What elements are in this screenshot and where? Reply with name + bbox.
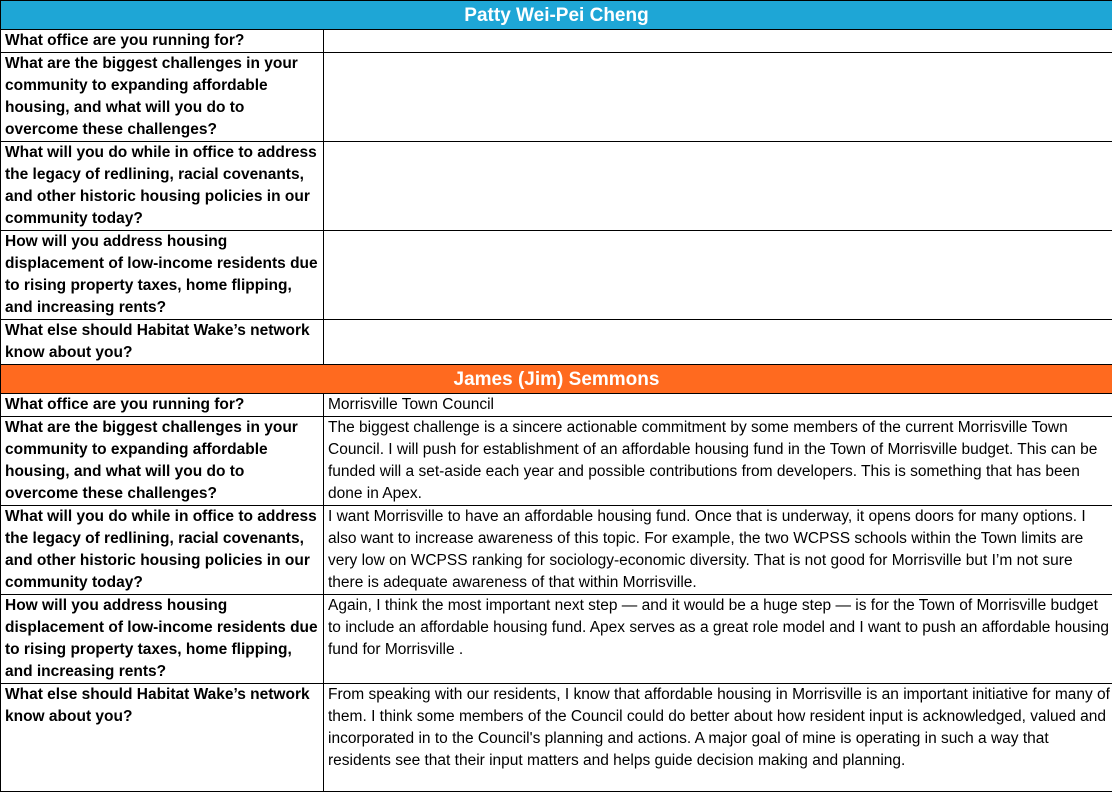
question-cell[interactable]: How will you address housing displacement of low-income residents due to rising property taxes, home flipping, and increasing rents? (1, 595, 324, 684)
question-cell[interactable]: What else should Habitat Wake’s network know about you? (1, 684, 324, 792)
candidate-header-row (1, 1, 1112, 30)
candidate-name[interactable]: James (Jim) Semmons (1, 365, 1112, 394)
answer-cell[interactable]: Morrisville Town Council (324, 394, 1112, 417)
table-row (1, 30, 1112, 53)
table-row (1, 142, 1112, 231)
question-cell[interactable]: What else should Habitat Wake’s network know about you? (1, 320, 324, 365)
table-row (1, 506, 1112, 595)
answer-cell[interactable]: Again, I think the most important next step — and it would be a huge step — is for the Town of Morrisville budget to include an affordable housing fund. Apex serves as a great role model and I want to push an affordable housing fund for Morrisville . (324, 595, 1112, 684)
question-cell[interactable]: What will you do while in office to address the legacy of redlining, racial covenants, and other historic housing policies in our community today? (1, 142, 324, 231)
table-row (1, 595, 1112, 684)
table-row (1, 684, 1112, 792)
question-cell[interactable]: What office are you running for? (1, 394, 324, 417)
table-row (1, 53, 1112, 142)
answer-cell[interactable]: From speaking with our residents, I know that affordable housing in Morrisville is an important initiative for many of them. I think some members of the Council could do better about how resident input is acknowledged, valued and incorporated in to the Council's planning and actions. A major goal of mine is operating in such a way that residents see that their input matters and helps guide decision making and planning. (324, 684, 1112, 792)
answer-cell[interactable] (324, 30, 1112, 53)
table-row (1, 231, 1112, 320)
table-row (1, 417, 1112, 506)
table-row (1, 320, 1112, 365)
table-row (1, 394, 1112, 417)
candidate-name[interactable]: Patty Wei-Pei Cheng (1, 1, 1112, 30)
question-cell[interactable]: What office are you running for? (1, 30, 324, 53)
answer-cell[interactable]: I want Morrisville to have an affordable housing fund. Once that is underway, it opens doors for many options. I also want to increase awareness of this topic. For example, the two WCPSS schools within the Town limits are very low on WCPSS ranking for sociology-economic diversity. That is not good for Morrisville but I’m not sure there is adequate awareness of that within Morrisville. (324, 506, 1112, 595)
question-cell[interactable]: What are the biggest challenges in your community to expanding affordable housing, and what will you do to overcome these challenges? (1, 53, 324, 142)
question-cell[interactable]: How will you address housing displacement of low-income residents due to rising property taxes, home flipping, and increasing rents? (1, 231, 324, 320)
question-cell[interactable]: What are the biggest challenges in your community to expanding affordable housing, and what will you do to overcome these challenges? (1, 417, 324, 506)
answer-cell[interactable] (324, 53, 1112, 142)
answer-cell[interactable]: The biggest challenge is a sincere actionable commitment by some members of the current Morrisville Town Council. I will push for establishment of an affordable housing fund in the Town of Morrisville budget. This can be funded will a set-aside each year and possible contributions from developers. This is something that has been done in Apex. (324, 417, 1112, 506)
answer-cell[interactable] (324, 142, 1112, 231)
answer-cell[interactable] (324, 320, 1112, 365)
candidate-header-row (1, 365, 1112, 394)
answer-cell[interactable] (324, 231, 1112, 320)
question-cell[interactable]: What will you do while in office to address the legacy of redlining, racial covenants, and other historic housing policies in our community today? (1, 506, 324, 595)
